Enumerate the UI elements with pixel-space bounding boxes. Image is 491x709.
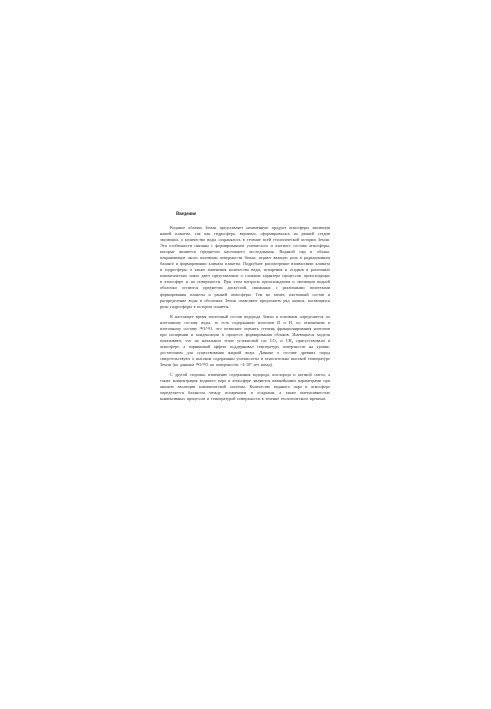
paragraph-2: В настоящее время изотопный состав водорода Земли в основном определяется по изотопному составу воды, то есть содержанию изотопов D и H, по отношению к изотопному составу ¹⁸O/¹⁶O, что позволяет оценить степень фракционирования изотопов при испарении и конденсации в процессе формирования облаков. Имеющиеся модели показывают, что на начальном этапе углекислый газ CO₂ и CH₄ присутствовали в атмосфере, а парниковый эффект поддерживал температуру поверхности на уровне, достаточном для существования жидкой воды. Данные о составе древних пород свидетельствуют о высоком содержании углекислоты и относительно высокой температуре Земли (по данным ¹⁸O/¹⁶O на поверхности ~4·10⁹ лет назад). — [160, 313, 330, 368]
paragraph-3: С другой стороны, изменение содержания водорода, кислорода и азотной смеси, а также концентрация водяного пара в атмосфере являются важнейшими параметрами при анализе эволюции климатической системы. Количество водяного пара в атмосфере определяется балансом между испарением и осадками, а также интенсивностью конвективных процессов и температурой поверхности в течение геологического времени. — [160, 372, 330, 402]
document-text-block — [160, 212, 330, 406]
section-heading: Введение — [176, 212, 197, 217]
paragraph-1: Водяное облачко Земли представляет неизменную продукт атмосферы эволюции нашей планеты, так как гидросфера, вероятно, сформировалась на ранней стадии эволюции, а количество воды сохранялось в течение всей геологической истории Земли. Эти особенности связаны с формированием углекислого и азотного состава атмосферы, которые являются предметом настоящего исследования. Водяной пар и облака, покрывающие около половины поверхности Земли, играют важную роль в радиационном балансе и формировании климата планеты. Подробное рассмотрение взаимосвязи климата и гидросферы, а также изменения количества воды, испарения и осадков в различных климатических зонах дают представление о сложном характере процессов, происходящих в атмосфере и на поверхности. При этом вопросы происхождения и эволюции водной оболочки остаются предметом дискуссий, связанных с различными гипотезами формирования планеты и ранней атмосферы. Тем не менее, изотопный состав и распределение воды в оболочках Земли позволяют предложить ряд оценок, касающихся роли гидросферы в истории планеты. — [160, 225, 330, 309]
